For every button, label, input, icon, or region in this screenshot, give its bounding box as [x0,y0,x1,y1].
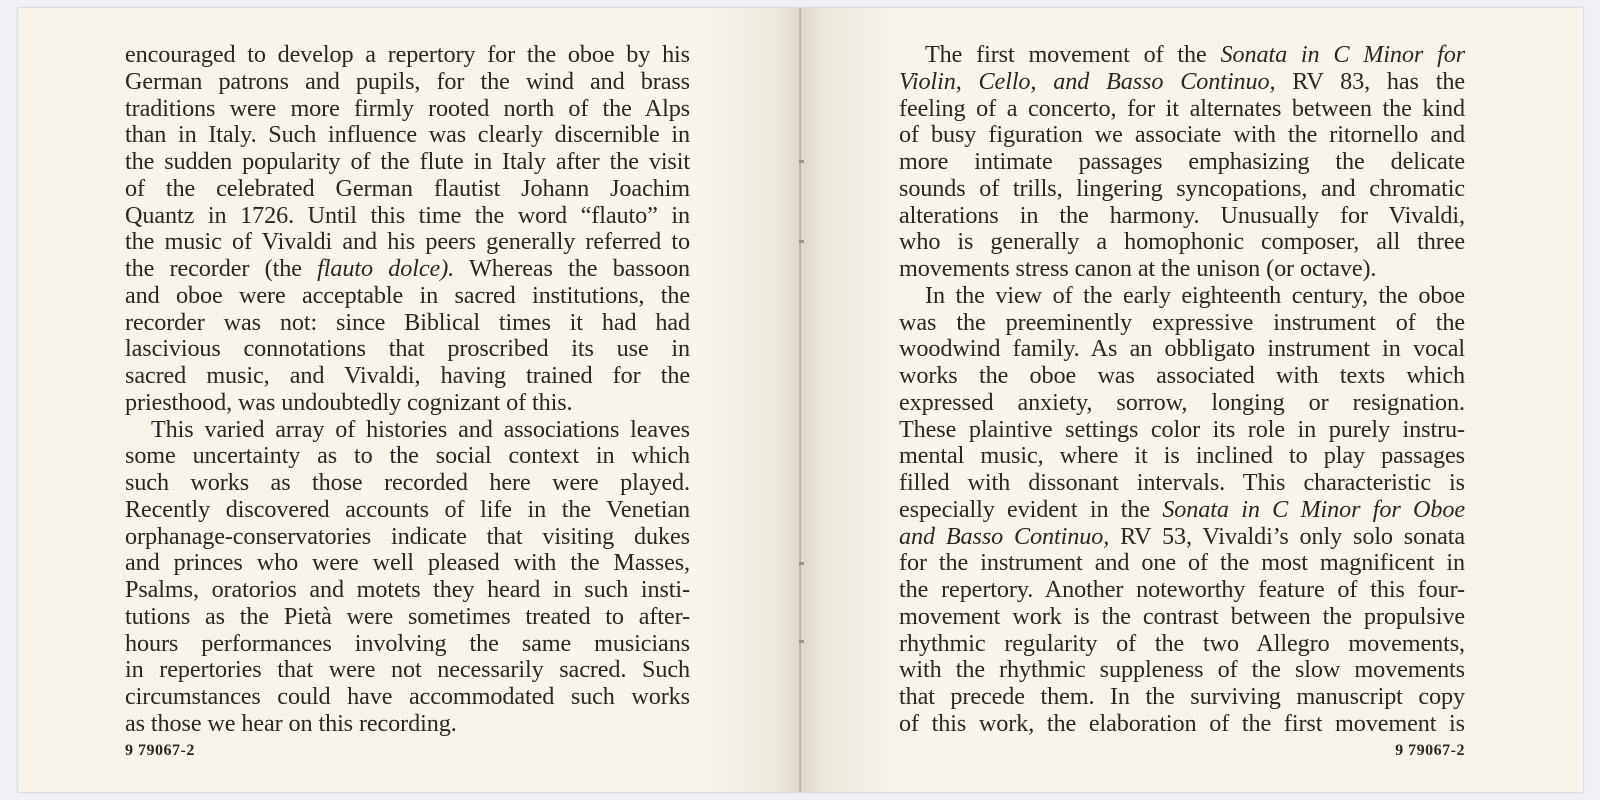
text-segment: was the preeminently expressive instrument of the [899,308,1465,336]
text-line [125,470,690,497]
text-line [125,711,690,738]
text-line [125,283,690,310]
text-line [125,524,690,551]
text-line [899,550,1465,577]
text-segment: In the view of the early eighteenth century, the oboe [925,281,1465,309]
text-segment: traditions were more firmly rooted north of the Alps [125,94,690,122]
text-line [125,443,690,470]
text-segment: and princes who were well pleased with the Masses, [125,549,690,577]
text-segment: for the instrument and one of the most magnificent in [899,549,1465,577]
text-segment: priesthood, was undoubtedly cognizant of this. [125,388,573,416]
text-segment: Quantz in 1726. Until this time the word “flauto” in [125,201,690,229]
text-line [125,122,690,149]
text-line [899,176,1465,203]
text-line [899,524,1465,551]
text-line [125,417,690,444]
left-page [18,8,800,792]
text-segment: rhythmic regularity of the two Allegro movements, [899,629,1465,657]
text-segment: encouraged to develop a repertory for the oboe by his [125,41,690,68]
staple-mark [799,562,804,565]
text-segment: of this work, the elaboration of the first movement is [899,709,1465,737]
text-line [125,550,690,577]
text-segment: of busy figuration we associate with the ritornello and [899,121,1465,149]
text-line [125,363,690,390]
text-line [125,577,690,604]
text-line [899,42,1465,69]
text-segment: the recorder (the [125,255,318,282]
text-segment: the repertory. Another noteworthy feature of this four- [899,576,1465,603]
text-segment: Recently discovered accounts of life in the Venetian [125,495,690,523]
text-segment: the sudden popularity of the flute in Italy after the visit [125,148,690,175]
text-segment: filled with dissonant intervals. This characteristic is [899,469,1465,496]
text-segment: and oboe were acceptable in sacred institutions, the [125,281,690,309]
text-segment: sacred music, and Vivaldi, having trained for the [125,362,690,389]
text-segment: with the rhythmic suppleness of the slow movements [899,656,1465,684]
text-segment: tutions as the Pietà were sometimes treated to after- [125,602,690,630]
text-segment: German patrons and pupils, for the wind and brass [125,67,690,95]
text-segment: These plaintive settings color its role in purely instru- [899,415,1465,443]
text-line [899,631,1465,658]
text-segment: woodwind family. As an obbligato instrument in vocal [899,335,1465,363]
text-line [125,256,690,283]
text-segment: works the oboe was associated with texts which [899,362,1465,389]
text-segment: the music of Vivaldi and his peers generally referred to [125,228,690,256]
italic-title-text: Violin, Cello, and Basso Continuo, [899,67,1276,95]
text-segment: especially evident in the [899,495,1163,523]
text-line [899,336,1465,363]
text-line [899,363,1465,390]
text-segment: RV 53, Vivaldi’s only solo sonata [1109,522,1465,550]
text-segment: orphanage-conservatories indicate that visiting dukes [125,522,690,550]
text-line [899,149,1465,176]
text-line [125,149,690,176]
text-line [125,176,690,203]
text-segment: alterations in the harmony. Unusually for Vivaldi, [899,201,1465,229]
text-segment: This varied array of histories and associations leaves [151,415,690,443]
text-segment: circumstances could have accommodated such works [125,683,690,710]
right-catalog-number: 9 79067-2 [1395,742,1465,759]
text-line [125,604,690,631]
text-line [125,684,690,711]
text-segment: who is generally a homophonic composer, all three [899,228,1465,256]
italic-title-text: and Basso Continuo, [899,522,1110,550]
text-line [125,203,690,230]
text-segment: Whereas the bassoon [454,255,690,282]
text-segment: mental music, where it is inclined to play passages [899,442,1465,470]
text-line [899,470,1465,497]
text-line [125,96,690,123]
text-line [125,42,690,69]
text-line [125,229,690,256]
text-line [899,256,1465,283]
staple-mark [799,640,804,643]
text-segment: The first movement of the [925,41,1221,68]
text-segment: of the celebrated German flautist Johann Joachim [125,174,690,202]
text-line [899,657,1465,684]
text-segment: more intimate passages emphasizing the delicate [899,148,1465,175]
booklet-spread [18,8,1583,792]
staple-mark [799,160,804,163]
italic-title-text: flauto dolce). [317,255,455,282]
text-line [899,229,1465,256]
text-segment: some uncertainty as to the social context in which [125,442,690,470]
text-segment: than in Italy. Such influence was clearly discernible in [125,121,690,149]
staple-mark [799,240,804,243]
text-segment: movements stress canon at the unison (or octave). [899,255,1377,282]
text-line [899,417,1465,444]
left-page-body-text [125,42,690,738]
text-line [899,96,1465,123]
italic-title-text: Sonata in C Minor for [1220,41,1466,68]
text-segment: that precede them. In the surviving manuscript copy [899,683,1465,710]
text-segment: as those we hear on this recording. [125,709,457,737]
text-line [899,69,1465,96]
text-line [899,390,1465,417]
text-segment: hours performances involving the same musicians [125,629,690,657]
text-segment: such works as those recorded here were played. [125,469,690,496]
text-line [899,310,1465,337]
text-line [125,310,690,337]
left-catalog-number: 9 79067-2 [125,742,195,759]
text-segment: RV 83, has the [1275,67,1465,95]
text-segment: movement work is the contrast between the propulsive [899,602,1465,630]
text-line [125,336,690,363]
text-segment: feeling of a concerto, for it alternates between the kind [899,94,1465,122]
text-line [899,684,1465,711]
text-segment: lascivious connotations that proscribed its use in [125,335,690,363]
text-line [899,604,1465,631]
text-line [899,283,1465,310]
right-page [801,8,1583,792]
text-line [899,497,1465,524]
text-line [899,443,1465,470]
text-line [125,69,690,96]
text-line [125,631,690,658]
text-line [899,203,1465,230]
text-line [899,122,1465,149]
text-line [899,711,1465,738]
text-line [125,390,690,417]
italic-title-text: Sonata in C Minor for Oboe [1162,495,1465,523]
text-segment: expressed anxiety, sorrow, longing or resignation. [899,388,1465,416]
text-segment: Psalms, oratorios and motets they heard in such insti- [125,576,690,603]
text-line [125,497,690,524]
text-segment: in repertories that were not necessarily sacred. Such [125,656,690,684]
right-page-body-text [899,42,1465,738]
text-segment: sounds of trills, lingering syncopations, and chromatic [899,174,1465,202]
text-segment: recorder was not: since Biblical times it had had [125,308,690,336]
text-line [125,657,690,684]
text-line [899,577,1465,604]
